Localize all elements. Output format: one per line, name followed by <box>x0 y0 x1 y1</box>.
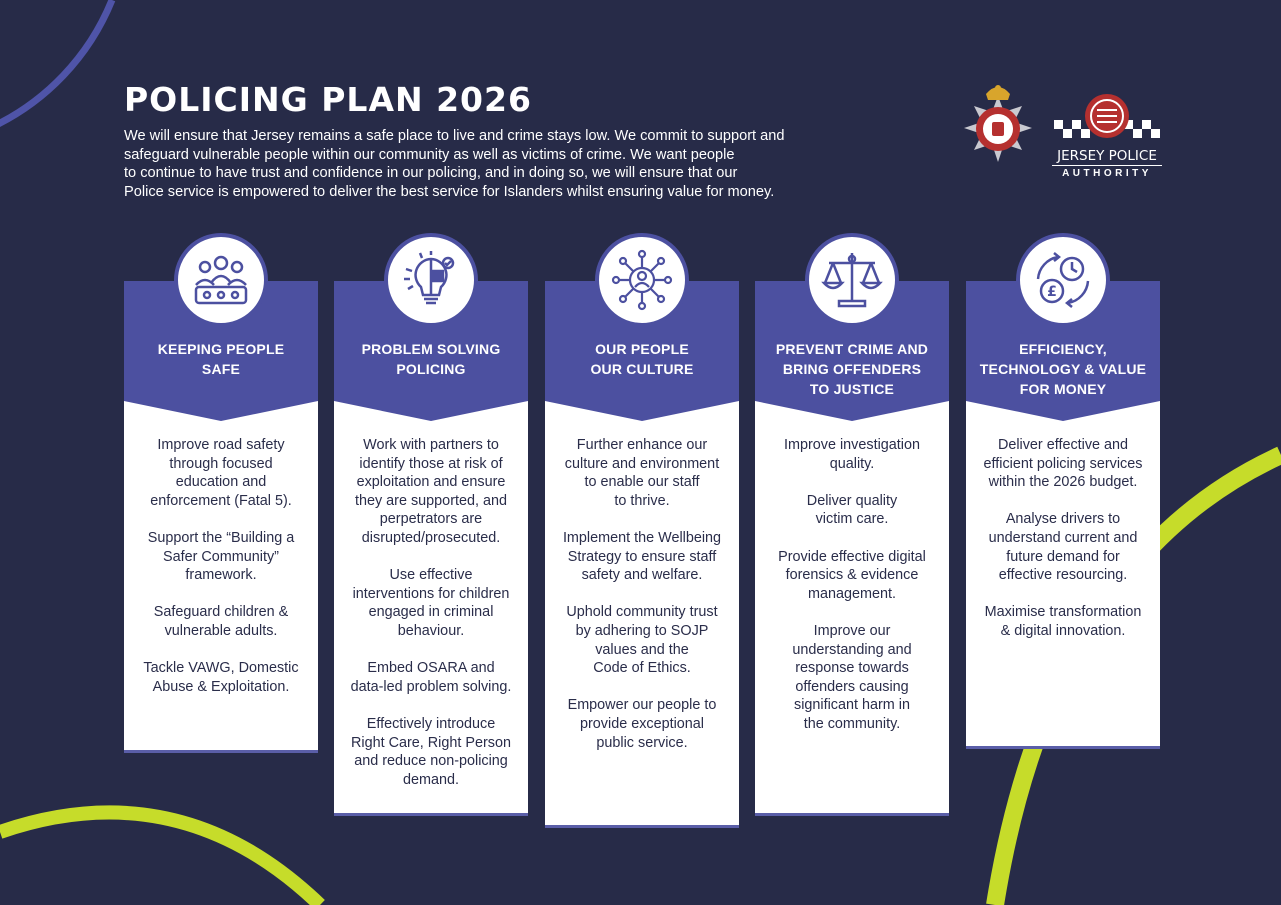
item-line: Provide effective digital <box>778 548 926 565</box>
pillar-item <box>755 492 949 529</box>
item-line: Uphold community trust <box>566 604 718 621</box>
pillar-item <box>334 659 528 696</box>
pillar-item <box>334 715 528 789</box>
item-line: identify those at risk of <box>359 455 503 472</box>
pillar-item <box>334 566 528 640</box>
pillar-item <box>545 696 739 752</box>
people-community-icon <box>190 249 252 311</box>
pillar-heading <box>755 339 949 399</box>
pillar-item <box>966 603 1160 640</box>
logos <box>958 82 1168 177</box>
pillar-item <box>545 436 739 510</box>
pillar-heading-line: POLICING <box>396 361 466 377</box>
item-line: Improve our <box>813 622 891 639</box>
pillar-heading-line: PREVENT CRIME AND <box>775 341 929 357</box>
item-line: interventions for children <box>352 585 510 602</box>
pillar-item <box>545 529 739 585</box>
item-line: behaviour. <box>397 622 465 639</box>
pillar-items <box>124 436 318 715</box>
pillar-item <box>755 548 949 604</box>
item-line: values and the <box>595 641 689 658</box>
item-line: framework. <box>185 567 257 584</box>
item-line: future demand for <box>1006 548 1120 565</box>
pillar-item <box>966 436 1160 492</box>
scales-of-justice-icon <box>821 249 883 311</box>
pillar-icon-badge <box>1016 233 1110 327</box>
item-line: through focused <box>169 455 273 472</box>
pillar-heading <box>545 339 739 379</box>
pillar-item <box>334 436 528 548</box>
item-line: Maximise transformation <box>984 604 1142 621</box>
pillar-heading-line: BRING OFFENDERS <box>782 361 922 377</box>
pillar-items <box>755 436 949 752</box>
pillar-heading-line: OUR PEOPLE <box>595 341 689 357</box>
item-line: engaged in criminal <box>368 604 494 621</box>
item-line: provide exceptional <box>580 715 704 732</box>
intro-line: to continue to have trust and confidence in our policing, and in doing so, we will ensure that our <box>124 165 738 182</box>
pillar-card-prevent-crime <box>755 281 949 816</box>
item-line: quality. <box>829 455 875 472</box>
jpa-sub-text: AUTHORITY <box>1052 165 1162 179</box>
item-line: to thrive. <box>614 492 670 509</box>
item-line: management. <box>808 585 896 602</box>
item-line: Work with partners to <box>363 437 499 453</box>
item-line: Improve road safety <box>157 437 285 453</box>
item-line: Improve investigation <box>784 437 920 453</box>
pillar-heading-line: EFFICIENCY, <box>1019 341 1107 357</box>
item-line: Safer Community” <box>163 548 279 565</box>
item-line: Tackle VAWG, Domestic <box>143 660 299 677</box>
item-line: within the 2026 budget. <box>988 474 1138 491</box>
item-line: public service. <box>596 734 688 751</box>
pillar-items <box>545 436 739 771</box>
pillar-item <box>124 659 318 696</box>
item-line: Deliver effective and <box>997 437 1129 453</box>
pillar-item <box>124 436 318 510</box>
pillar-heading-line: FOR MONEY <box>1019 381 1107 397</box>
pillar-heading-line: SAFE <box>201 361 241 377</box>
item-line: Safeguard children & <box>153 604 289 621</box>
item-line: Right Care, Right Person <box>351 734 511 751</box>
pillar-item <box>966 510 1160 584</box>
pillar-heading <box>334 339 528 379</box>
jersey-police-authority-logo <box>1052 92 1162 182</box>
pillar-card-efficiency-technology-value <box>966 281 1160 749</box>
states-of-jersey-police-crest-logo <box>958 82 1038 174</box>
item-line: & digital innovation. <box>1000 622 1126 639</box>
item-line: response towards <box>795 660 909 677</box>
lightbulb-puzzle-icon <box>400 249 462 311</box>
item-line: disrupted/prosecuted. <box>361 529 501 546</box>
item-line: demand. <box>402 771 459 788</box>
top-left-blue-arc <box>0 0 112 128</box>
item-line: efficient policing services <box>983 455 1143 472</box>
bottom-left-lime-arc <box>0 812 320 905</box>
pillar-item <box>545 603 739 677</box>
item-line: Further enhance our <box>576 437 708 453</box>
jpa-name-text: JERSEY POLICE <box>1057 148 1157 164</box>
pillar-heading-line: KEEPING PEOPLE <box>157 341 285 357</box>
item-line: Empower our people to <box>567 697 717 714</box>
item-line: they are supported, and <box>354 492 507 509</box>
pillar-items <box>966 436 1160 659</box>
pillar-card-our-people-our-culture <box>545 281 739 828</box>
item-line: Embed OSARA and <box>367 660 495 677</box>
item-line: culture and environment <box>564 455 720 472</box>
pillar-card-problem-solving-policing <box>334 281 528 816</box>
item-line: victim care. <box>815 511 889 528</box>
jpa-emblem-icon <box>1052 92 1162 148</box>
pillar-heading-line: TECHNOLOGY & VALUE <box>979 361 1147 377</box>
svg-text:£: £ <box>1047 284 1057 300</box>
item-line: the community. <box>803 715 901 732</box>
pillar-item <box>124 603 318 640</box>
item-line: Use effective <box>389 567 473 584</box>
pillar-heading-line: OUR CULTURE <box>590 361 694 377</box>
item-line: education and <box>175 474 267 491</box>
item-line: enforcement (Fatal 5). <box>150 492 292 509</box>
item-line: understand current and <box>988 529 1138 546</box>
pillar-icon-badge <box>174 233 268 327</box>
pillar-heading <box>966 339 1160 399</box>
item-line: data-led problem solving. <box>350 678 512 695</box>
pillar-heading <box>124 339 318 379</box>
item-line: Deliver quality <box>806 492 898 509</box>
item-line: Analyse drivers to <box>1005 511 1121 528</box>
item-line: Strategy to ensure staff <box>567 548 717 565</box>
item-line: Support the “Building a <box>147 529 295 546</box>
money-time-cycle-icon <box>1032 249 1094 311</box>
pillar-items <box>334 436 528 808</box>
item-line: understanding and <box>792 641 912 658</box>
item-line: significant harm in <box>794 697 910 714</box>
intro-paragraph <box>124 127 864 201</box>
pillar-item <box>124 529 318 585</box>
pillar-item <box>755 436 949 473</box>
item-line: by adhering to SOJP <box>575 622 709 639</box>
item-line: effective resourcing. <box>998 567 1128 584</box>
item-line: Code of Ethics. <box>593 660 691 677</box>
pillar-heading-line: PROBLEM SOLVING <box>361 341 501 357</box>
pillar-heading-line: TO JUSTICE <box>809 381 895 397</box>
intro-line: safeguard vulnerable people within our community as well as victims of crime. We want people <box>124 146 735 163</box>
pillar-icon-badge <box>805 233 899 327</box>
intro-line: We will ensure that Jersey remains a safe place to live and crime stays low. We commit to support and <box>124 128 785 144</box>
intro-line: Police service is empowered to deliver the best service for Islanders whilst ensuring value for money. <box>124 183 775 200</box>
item-line: safety and welfare. <box>581 567 703 584</box>
pillar-item <box>755 622 949 734</box>
item-line: vulnerable adults. <box>164 622 278 639</box>
pillar-card-keeping-people-safe <box>124 281 318 753</box>
item-line: perpetrators are <box>379 511 483 528</box>
item-line: and reduce non-policing <box>354 753 508 770</box>
item-line: offenders causing <box>795 678 909 695</box>
item-line: Effectively introduce <box>366 715 496 732</box>
pillar-icon-badge <box>384 233 478 327</box>
item-line: forensics & evidence <box>785 567 919 584</box>
item-line: exploitation and ensure <box>356 474 506 491</box>
item-line: Abuse & Exploitation. <box>152 678 290 695</box>
item-line: Implement the Wellbeing <box>562 529 722 546</box>
page-title: POLICING PLAN 2026 <box>124 80 532 119</box>
item-line: to enable our staff <box>584 474 700 491</box>
pillar-icon-badge <box>595 233 689 327</box>
network-person-icon <box>611 249 673 311</box>
